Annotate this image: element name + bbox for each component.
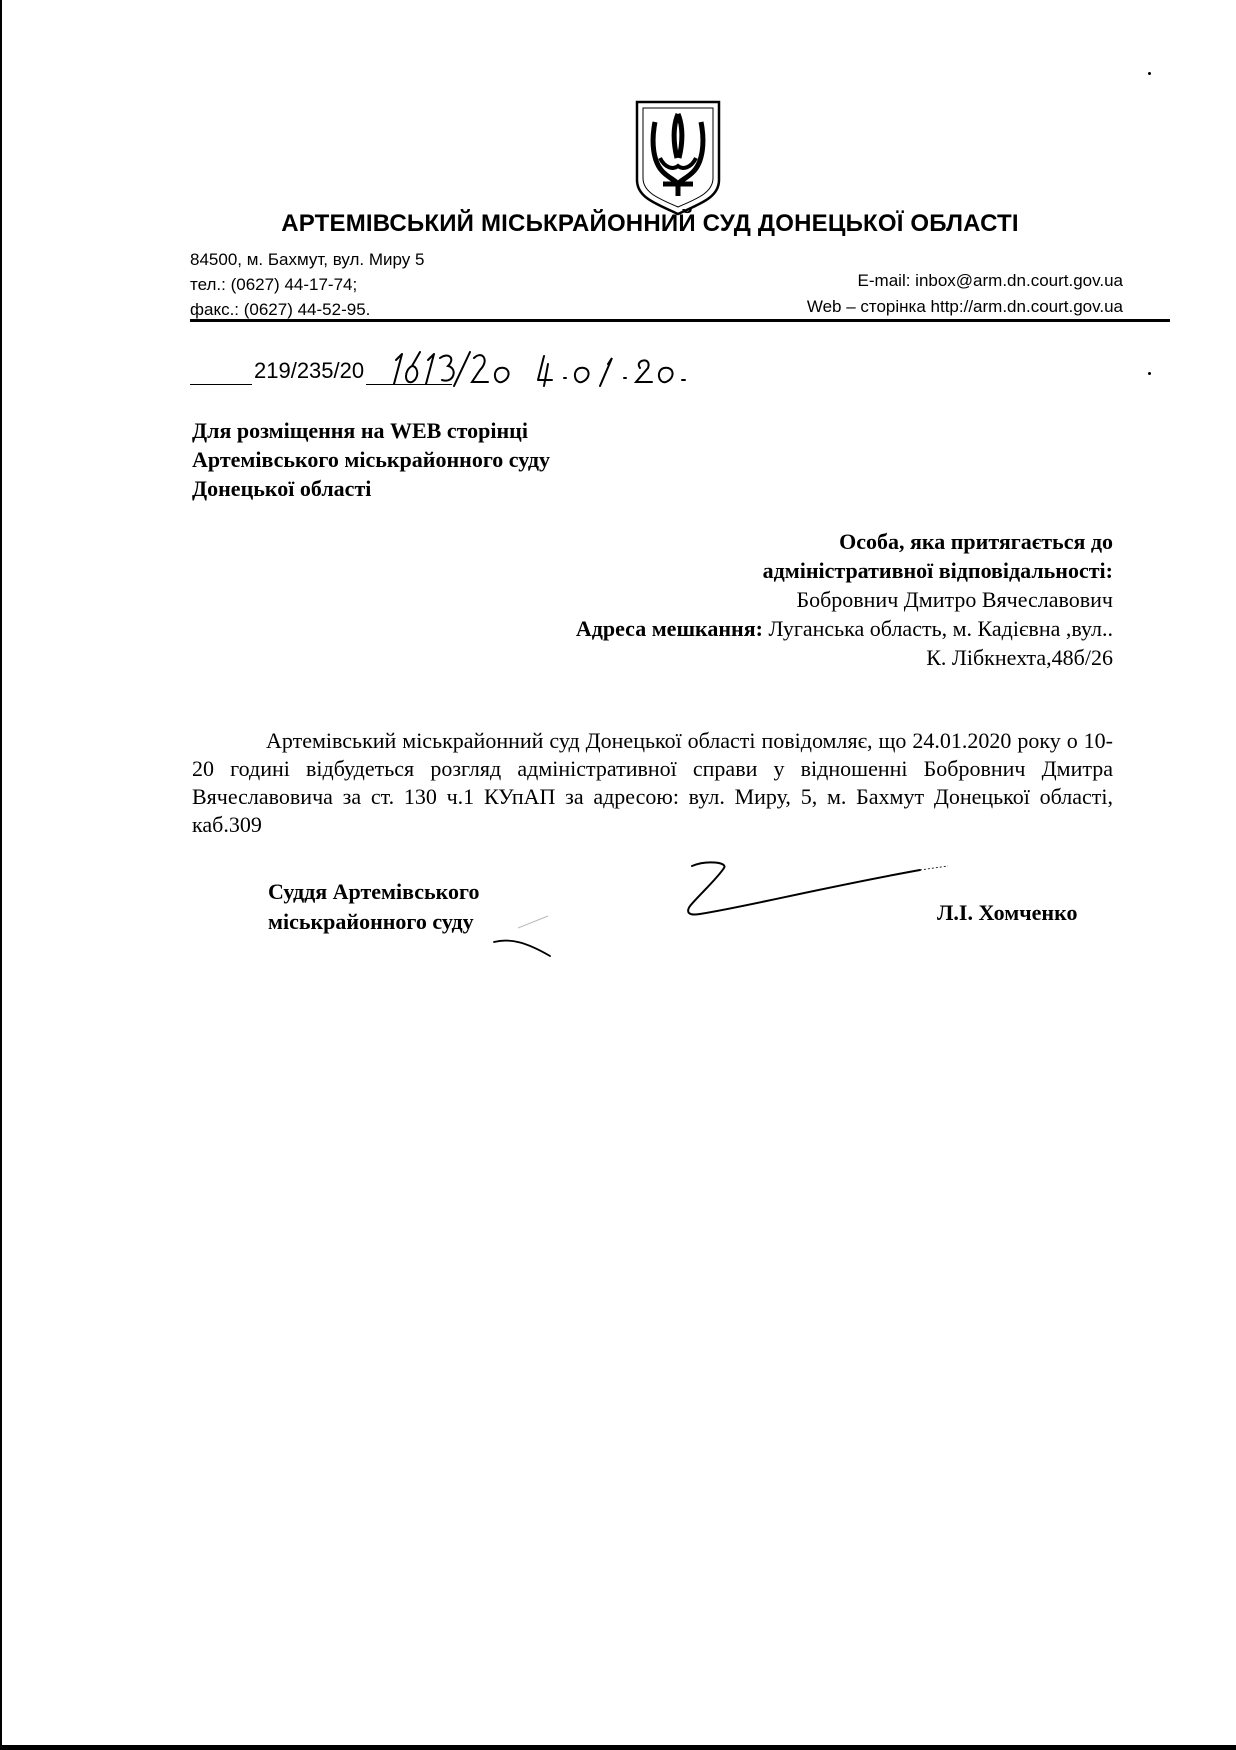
coat-of-arms-icon <box>633 98 723 216</box>
recipient-line: Артемівського міськрайонного суду <box>192 447 550 472</box>
recipient-block <box>192 416 550 503</box>
court-title: АРТЕМІВСЬКИЙ МІСЬКРАЙОННИЙ СУД ДОНЕЦЬКОЇ ОБЛАСТІ <box>281 210 1019 237</box>
party-heading: Особа, яка притягається до <box>839 529 1113 554</box>
party-address-line: К. Лібкнехта,48б/26 <box>926 645 1113 670</box>
recipient-line: Донецької області <box>192 476 372 501</box>
court-website: Web – сторінка http://arm.dn.court.gov.ua <box>806 297 1123 316</box>
court-email: E-mail: inbox@arm.dn.court.gov.ua <box>857 271 1123 290</box>
judge-signature <box>680 858 950 928</box>
scan-speck <box>1148 372 1151 375</box>
header-divider <box>190 319 1170 322</box>
recipient-line: Для розміщення на WEB сторінці <box>192 418 528 443</box>
reference-number: 219/235/20 <box>254 358 365 383</box>
party-address-label: Адреса мешкання: <box>575 616 763 641</box>
party-address <box>576 614 1113 643</box>
signer-title-line: міськрайонного суду <box>268 909 474 934</box>
signature-flourish <box>490 912 560 962</box>
party-block <box>576 527 1113 672</box>
notice-paragraph: Артемівський міськрайонний суд Донецької області повідомляє, що 24.01.2020 року о 10-20 годині відбудеться розгляд адміністративної справи у відношенні Бобровнич Дмитра Вячеславовича за ст. 130 ч.1 КУпАП за адресою: вул. Миру, 5, м. Бахмут Донецької області, каб.309 <box>192 728 1113 837</box>
handwritten-registration-note <box>382 346 712 396</box>
court-fax: факс.: (0627) 44-52-95. <box>190 300 371 319</box>
court-online-contacts <box>807 268 1123 320</box>
party-address-line: Луганська область, м. Кадієвна ,вул.. <box>768 616 1113 641</box>
scan-speck <box>1148 72 1151 75</box>
court-address: 84500, м. Бахмут, вул. Миру 5 <box>190 250 425 269</box>
signer-title <box>268 877 480 937</box>
reference-blank-left <box>190 358 252 385</box>
scan-edge-left <box>0 0 2 1750</box>
party-heading: адміністративної відповідальності: <box>762 558 1113 583</box>
court-contacts <box>190 247 424 322</box>
judge-name: Л.І. Хомченко <box>937 900 1078 925</box>
signer-title-line: Суддя Артемівського <box>268 879 480 904</box>
court-phone: тел.: (0627) 44-17-74; <box>190 275 358 294</box>
scan-edge-bottom <box>0 1745 1236 1750</box>
party-name: Бобровнич Дмитро Вячеславович <box>796 587 1113 612</box>
